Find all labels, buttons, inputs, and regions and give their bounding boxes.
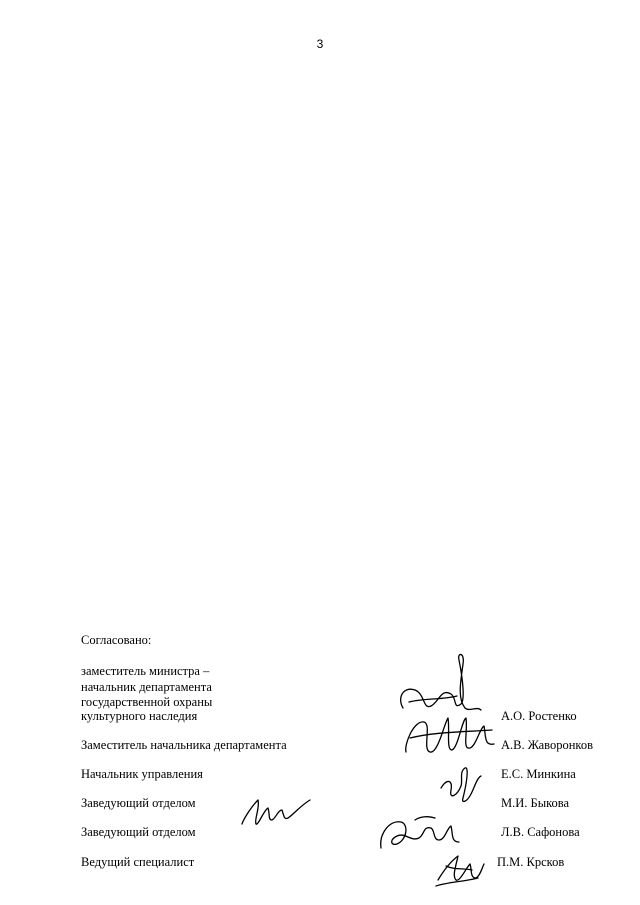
approval-heading: Согласовано:	[81, 633, 152, 647]
signatory-position: Начальник управления	[81, 767, 203, 781]
position-line: культурного наследия	[81, 709, 198, 723]
signatory-name: А.В. Жаворонков	[501, 738, 594, 752]
signatory-position: Ведущий специалист	[81, 855, 195, 869]
position-line: государственной охраны	[81, 695, 213, 709]
signatory-name: А.О. Ростенко	[501, 709, 577, 723]
position-line: начальник департамента	[81, 680, 212, 694]
signatory-position: Заведующий отделом	[81, 796, 196, 810]
page-number: 3	[316, 37, 324, 51]
signatory-name: М.И. Быкова	[501, 796, 570, 810]
signature-minkina	[435, 758, 485, 806]
signature-zhavoronkov	[400, 710, 500, 760]
signatory-position: Заведующий отделом	[81, 825, 196, 839]
signatory-position: Заместитель начальника департамента	[81, 738, 287, 752]
position-line: заместитель министра –	[81, 664, 210, 678]
signatory-name: Л.В. Сафонова	[501, 825, 580, 839]
signature-kreskov	[432, 848, 486, 890]
signature-bykova	[238, 796, 314, 830]
signatory-name: П.М. Крсков	[497, 855, 565, 869]
signatory-name: Е.С. Минкина	[501, 767, 576, 781]
